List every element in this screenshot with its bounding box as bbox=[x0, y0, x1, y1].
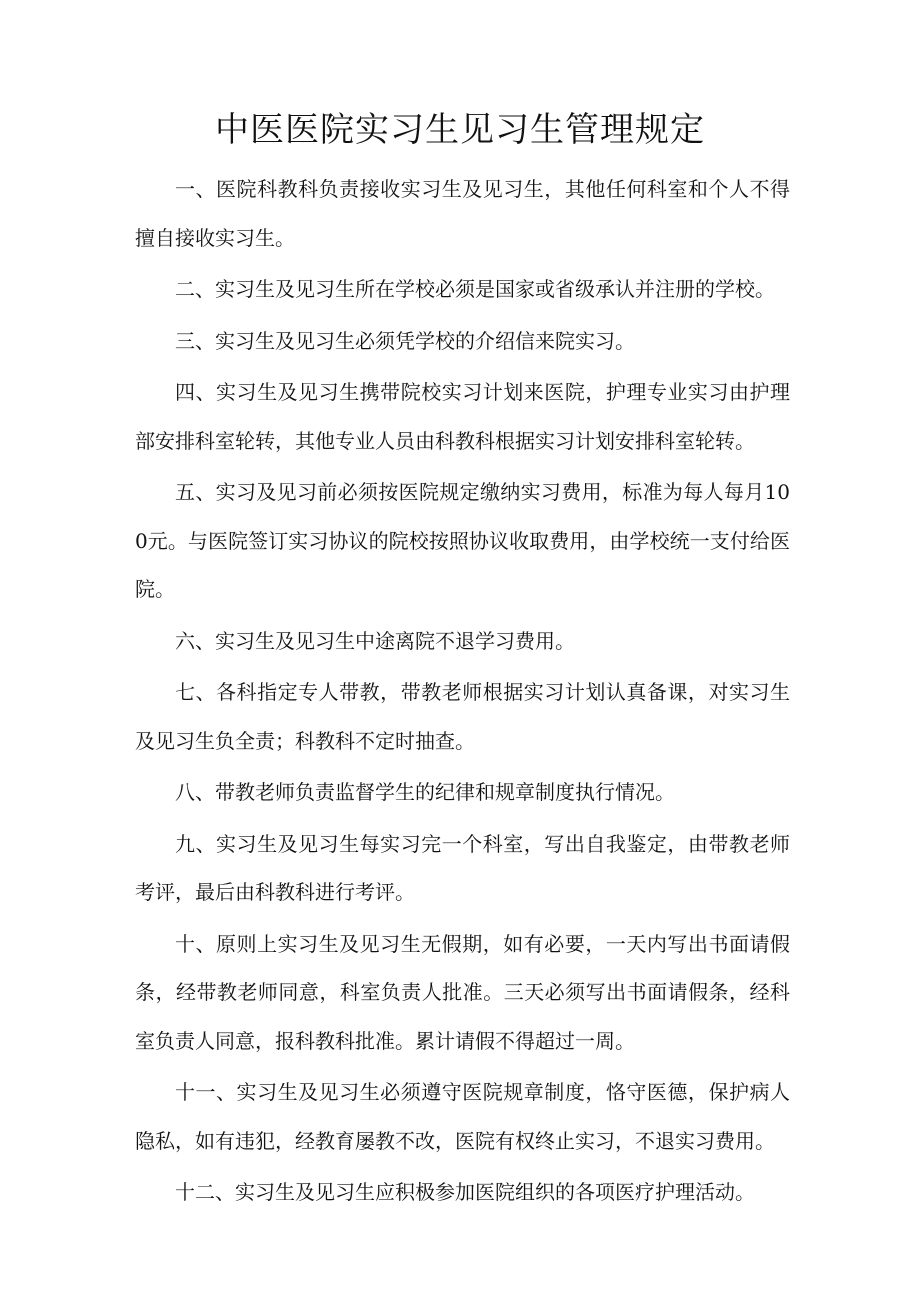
paragraph-4: 四、实习生及见习生携带院校实习计划来医院，护理专业实习由护理部安排科室轮转，其他专业人员由科教科根据实习计划安排科室轮转。 bbox=[135, 380, 790, 453]
paragraph-3: 三、实习生及见习生必须凭学校的介绍信来院实习。 bbox=[175, 328, 635, 353]
paragraph-2: 二、实习生及见习生所在学校必须是国家或省级承认并注册的学校。 bbox=[175, 277, 775, 301]
paragraph-9: 九、实习生及见习生每实习完一个科室，写出自我鉴定，由带教老师考评，最后由科教科进行考评。 bbox=[135, 831, 790, 904]
paragraph-5: 五、实习及见习前必须按医院规定缴纳实习费用，标准为每人每月100元。与医院签订实习协议的院校按照协议收取费用，由学校统一支付给医院。 bbox=[135, 480, 790, 601]
paragraph-1: 一、医院科教科负责接收实习生及见习生，其他任何科室和个人不得擅自接收实习生。 bbox=[135, 177, 790, 250]
document-body bbox=[135, 165, 790, 1220]
paragraph-12: 十二、实习生及见习生应积极参加医院组织的各项医疗护理活动。 bbox=[175, 1180, 755, 1204]
paragraph-8: 八、带教老师负责监督学生的纪律和规章制度执行情况。 bbox=[175, 780, 675, 804]
paragraph-10: 十、原则上实习生及见习生无假期，如有必要，一天内写出书面请假条，经带教老师同意，科室负责人批准。三天必须写出书面请假条，经科室负责人同意，报科教科批准。累计请假不得超过一周。 bbox=[135, 931, 790, 1053]
paragraph-11: 十一、实习生及见习生必须遵守医院规章制度，恪守医德，保护病人隐私，如有违犯，经教育屡教不改，医院有权终止实习，不退实习费用。 bbox=[135, 1080, 790, 1153]
paragraph-7: 七、各科指定专人带教，带教老师根据实习计划认真备课，对实习生及见习生负全责；科教科不定时抽查。 bbox=[135, 680, 790, 753]
document-title: 中医医院实习生见习生管理规定 bbox=[215, 110, 705, 150]
paragraph-6: 六、实习生及见习生中途离院不退学习费用。 bbox=[175, 628, 575, 653]
